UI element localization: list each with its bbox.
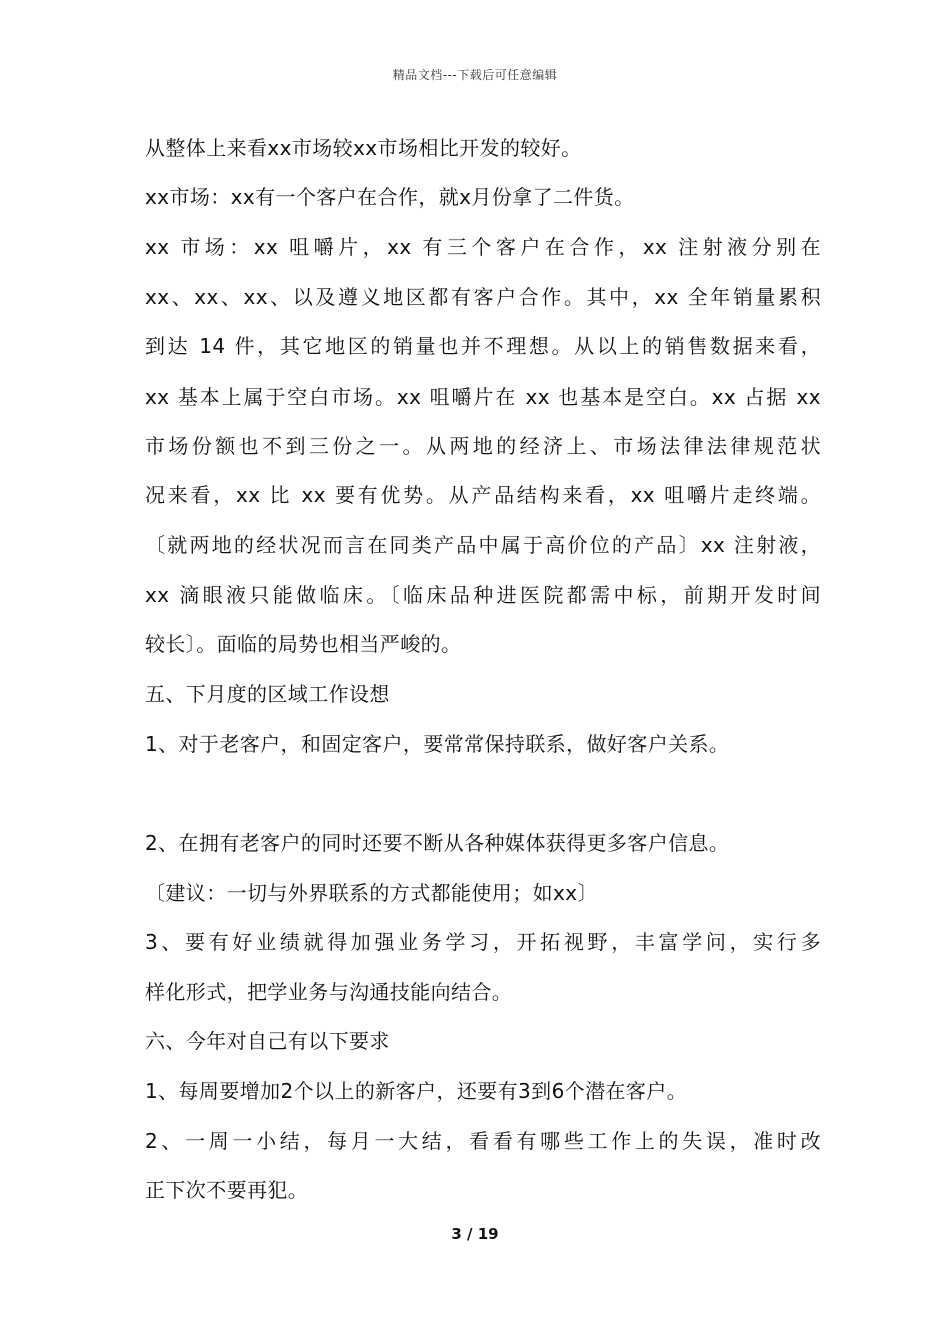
- paragraph-line: 2、在拥有老客户的同时还要不断从各种媒体获得更多客户信息。: [145, 831, 730, 855]
- page-header: 精品文档---下载后可任意编辑: [392, 68, 558, 82]
- paragraph-line: 2、一周一小结，每月一大结，看看有哪些工作上的失误，准时改: [145, 1129, 821, 1153]
- paragraph-line: 市场份额也不到三份之一。从两地的经济上、市场法律法律规范状: [145, 434, 821, 458]
- paragraph-line: 正下次不要再犯。: [145, 1178, 309, 1202]
- paragraph-line: xx市场：xx有一个客户在合作，就x月份拿了二件货。: [145, 185, 635, 209]
- paragraph-line: xx 滴眼液只能做临床。〔临床品种进医院都需中标，前期开发时间: [145, 583, 821, 607]
- paragraph-line: 1、每周要增加2个以上的新客户，还要有3到6个潜在客户。: [145, 1079, 688, 1103]
- section-heading: 五、下月度的区域工作设想: [145, 682, 390, 706]
- paragraph-line: xx 市场：xx 咀嚼片，xx 有三个客户在合作，xx 注射液分别在: [145, 235, 821, 259]
- paragraph-line: 3、要有好业绩就得加强业务学习，开拓视野，丰富学问，实行多: [145, 930, 821, 954]
- paragraph-line: xx、xx、xx、以及遵义地区都有客户合作。其中，xx 全年销量累积: [145, 285, 821, 309]
- section-heading: 六、今年对自己有以下要求: [145, 1029, 390, 1053]
- paragraph-line: 样化形式，把学业务与沟通技能向结合。: [145, 980, 513, 1004]
- paragraph-line: xx 基本上属于空白市场。xx 咀嚼片在 xx 也基本是空白。xx 占据 xx: [145, 385, 821, 409]
- paragraph-line: 况来看，xx 比 xx 要有优势。从产品结构来看，xx 咀嚼片走终端。: [145, 483, 821, 507]
- paragraph-line: 1、对于老客户，和固定客户，要常常保持联系，做好客户关系。: [145, 732, 730, 756]
- page-number: 3 / 19: [451, 1225, 499, 1243]
- paragraph-line: 较长〕。面临的局势也相当严峻的。: [145, 632, 462, 656]
- paragraph-line: 到达 14 件，其它地区的销量也并不理想。从以上的销售数据来看，: [145, 334, 821, 358]
- paragraph-line: 〔就两地的经状况而言在同类产品中属于高价位的产品〕xx 注射液，: [145, 533, 821, 557]
- paragraph-line: 从整体上来看xx市场较xx市场相比开发的较好。: [145, 136, 582, 160]
- paragraph-line: 〔建议：一切与外界联系的方式都能使用；如xx〕: [145, 881, 598, 905]
